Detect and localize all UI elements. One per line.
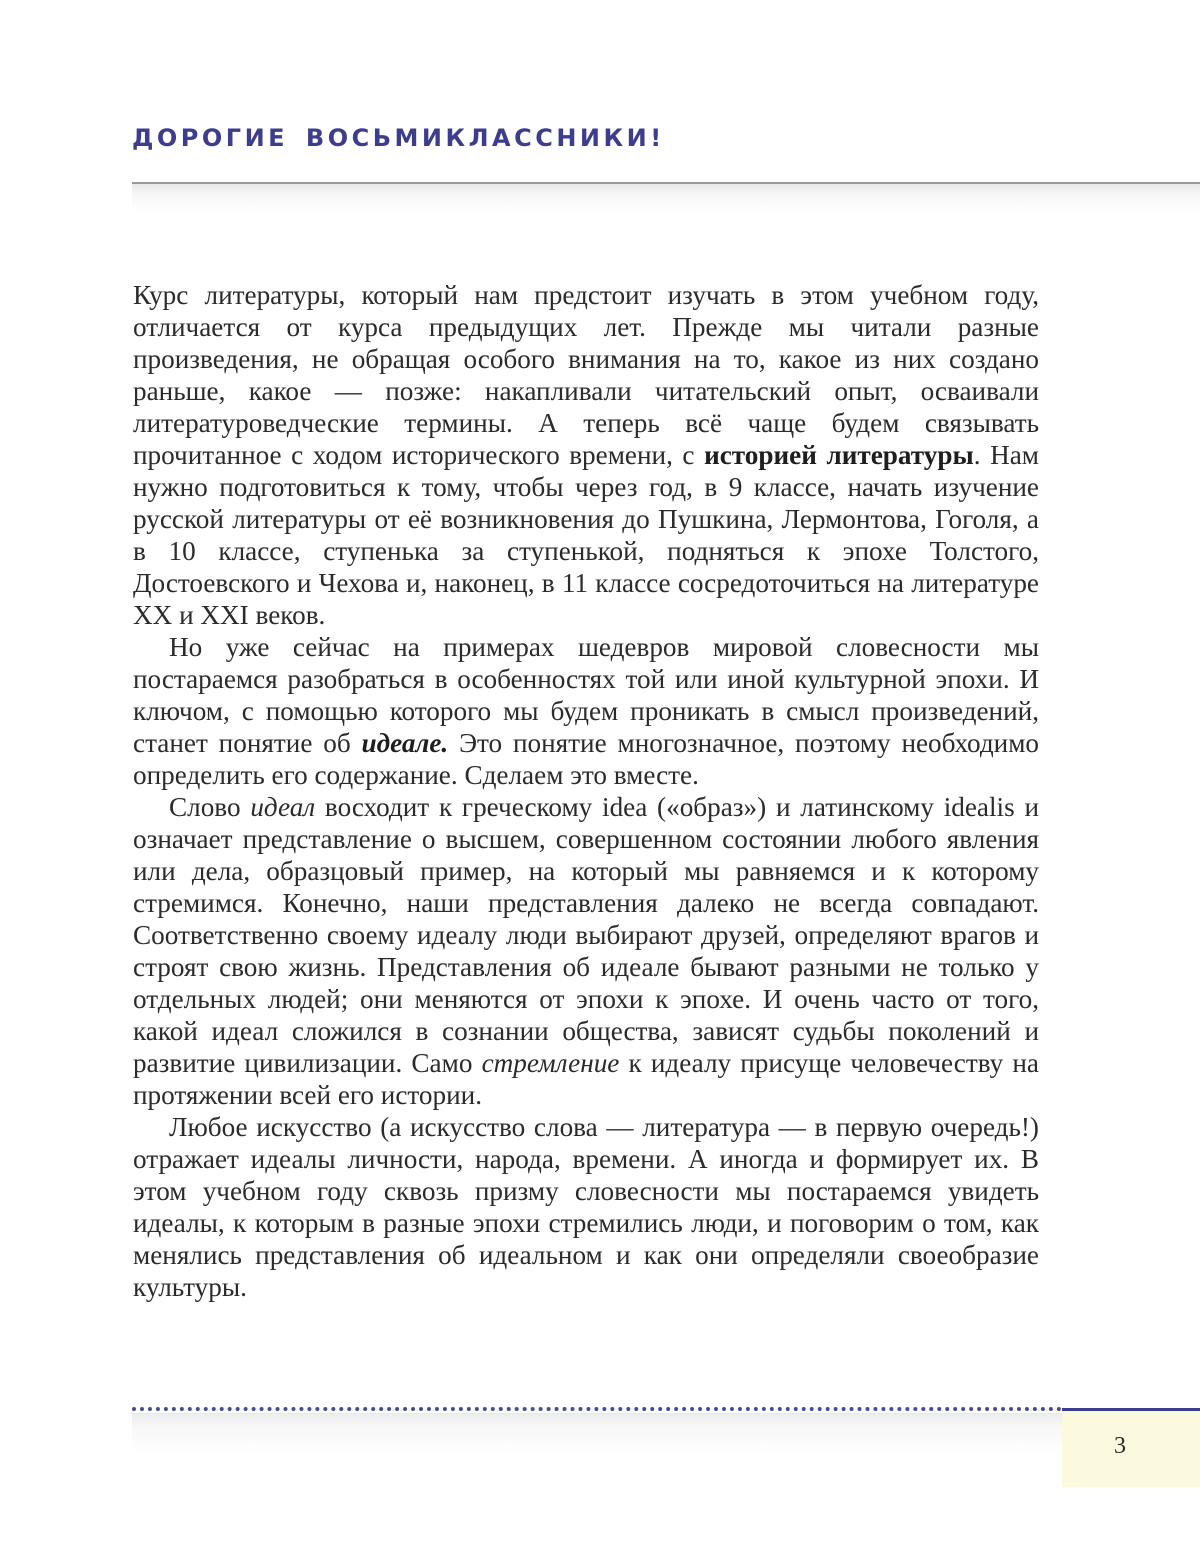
paragraph-3 [133,791,1039,1111]
paragraph-1 [133,279,1039,631]
page-number-box [1062,1408,1200,1487]
bold-term-history-of-literature: историей литературы [704,440,974,470]
paragraph-4: Любое искусство (а искусство слова — литература — в первую очередь!) отражает идеалы личности, народа, времени. А иногда и формирует их. В этом учебном году сквозь призму словесности мы постараемся увидеть идеалы, к которым в разные эпохи стремились люди, и поговорим о том, как менялись представления об идеальном и как они определяли своеобразие культуры. [133,1112,1039,1302]
paragraph-2-text: Но уже сейчас на примерах шедевров мировой словесности мы постараемся разобраться в особенностях той или иной культурной эпохи. И ключом, с помощью которого мы будем проникать в смысл произведений, станет понятие об [133,632,1039,758]
paragraph-1-continuation: . Нам нужно подготовиться к тому, чтобы через год, в 9 классе, начать изучение русской литературы от её возникновения до Пушкина, Лермонтова, Гоголя, а в 10 классе, ступенька за ступенькой, подняться к эпохе Толстого, Достоевского и Чехова и, наконец, в 11 классе сосредоточиться на литературе XX и XXI веков. [133,440,1040,630]
paragraph-3-lead: Слово [169,792,251,822]
paragraph-2 [133,631,1039,791]
italic-term-ideal: идеал [250,792,316,822]
paragraph-3-text: восходит к греческому idea («образ») и латинскому idealis и означает представление о высшем, совершенном состоянии любого явления или дела, образцовый пример, на который мы равняемся и к которому стремимся. Конечно, наши представления далеко не всегда совпадают. Соответственно своему идеалу люди выбирают друзей, определяют врагов и строят свою жизнь. Представления об идеале бывают разными не только у отдельных людей; они меняются от эпохи к эпохе. И очень часто от того, какой идеал сложился в сознании общества, зависят судьбы поколений и развитие цивилизации. Само [133,792,1039,1078]
footer-shade [132,1413,1062,1453]
italic-term-striving: стремление [481,1048,620,1078]
paragraph-1-text: Курс литературы, который нам предстоит изучать в этом учебном году, отличается от курса предыдущих лет. Прежде мы читали разные произведения, не обращая особого внимания на то, какое из них создано раньше, какое — позже: накапливали читательский опыт, осваивали литературоведческие термины. А теперь всё чаще будем связывать прочитанное с ходом исторического времени, с [133,280,1039,470]
bold-italic-term-ideal: идеале. [361,728,449,758]
body-text [133,279,1039,1303]
page-title: ДОРОГИЕ ВОСЬМИКЛАССНИКИ! [132,124,665,152]
paragraph-3-end: к идеалу присуще человечеству на протяжении всей его истории. [133,1048,1039,1110]
footer-dotted-divider [132,1407,1062,1411]
heading-divider [132,182,1200,212]
paragraph-2-continuation: Это понятие многозначное, поэтому необходимо определить его содержание. Сделаем это вместе. [133,728,1039,790]
page-number: 3 [1114,1433,1126,1459]
